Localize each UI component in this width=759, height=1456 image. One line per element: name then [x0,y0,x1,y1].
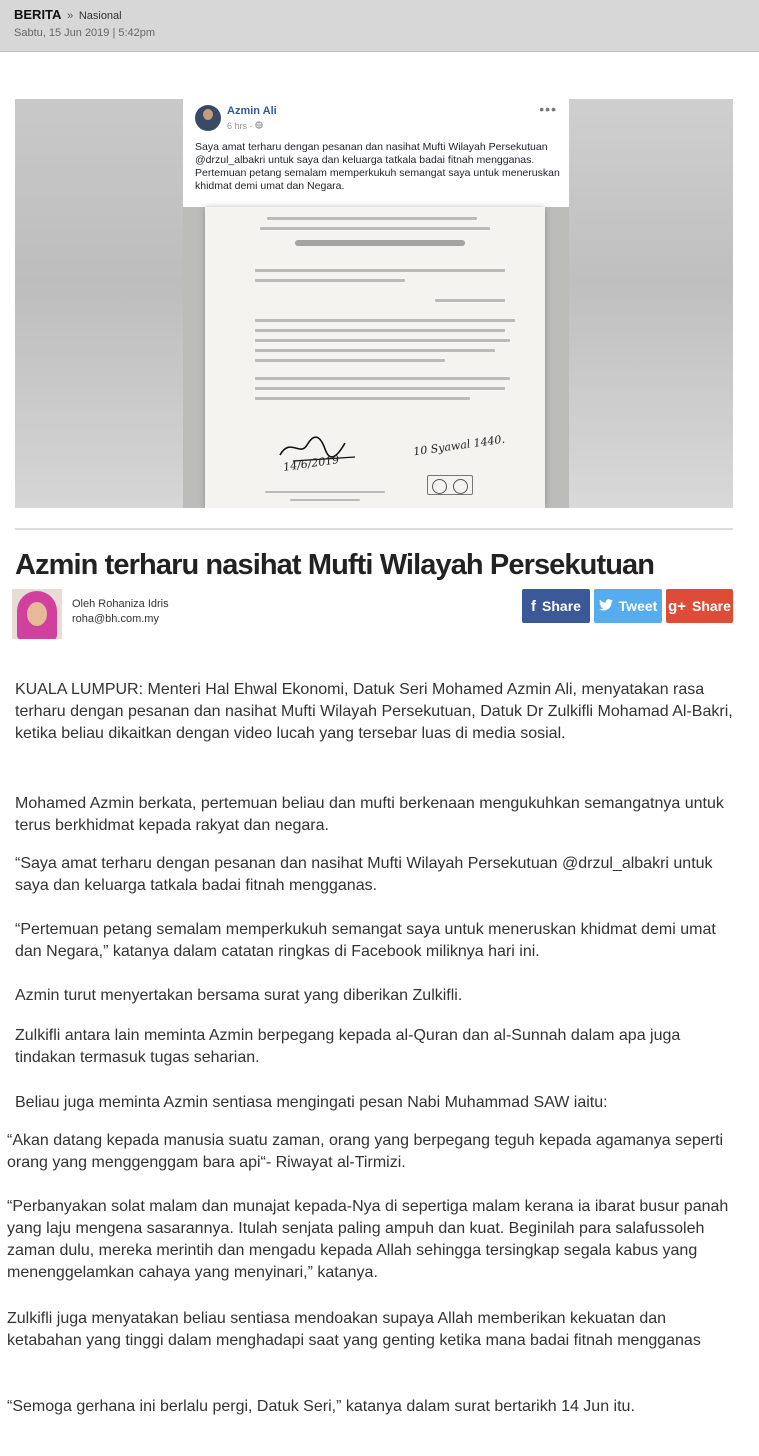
arabic-script [295,240,465,246]
fb-post-time-text: 6 hrs · [227,121,256,131]
image-blur-left [15,99,183,508]
facebook-share-button[interactable] [522,589,590,623]
author-email[interactable]: roha@bh.com.my [72,613,159,625]
more-options-icon: ••• [539,101,557,117]
publish-date: Sabtu, 15 Jun 2019 | 5:42pm [14,27,156,39]
author-avatar [12,589,62,639]
author-name: Oleh Rohaniza Idris [72,598,169,610]
googleplus-share-label: Share [692,598,731,614]
article-paragraph: “Semoga gerhana ini berlalu pergi, Datuk Seri,” katanya dalam surat bertarikh 14 Jun itu. [7,1398,635,1415]
article-paragraph: Azmin turut menyertakan bersama surat yang diberikan Zulkifli. [15,987,463,1004]
article-paragraph: Beliau juga meminta Azmin sentiasa mengingati pesan Nabi Muhammad SAW iaitu: [15,1094,608,1111]
handwritten-note: 10 Syawal 1440. [412,432,506,459]
fb-avatar [195,105,221,131]
facebook-post [183,99,569,508]
article-paragraph: Zulkifli antara lain meminta Azmin berpegang kepada al-Quran dan al-Sunnah dalam apa juga tindakan termasuk tugas seharian. [15,1027,681,1066]
twitter-icon [599,598,613,615]
official-seal [427,475,473,495]
facebook-share-label: Share [542,598,581,614]
article-paragraph: Zulkifli juga menyatakan beliau sentiasa mendoakan supaya Allah memberikan kekuatan dan ketabahan yang tinggi dalam menghadapi saat yang genting ketika mana badai fitnah mengganas [7,1310,701,1349]
twitter-share-button[interactable] [594,589,662,623]
breadcrumb-section[interactable]: BERITA [14,7,62,22]
googleplus-icon: g+ [668,597,686,615]
globe-icon [255,121,263,131]
divider [15,528,733,530]
article-headline: Azmin terharu nasihat Mufti Wilayah Persekutuan [15,549,655,581]
article-paragraph: Mohamed Azmin berkata, pertemuan beliau dan mufti berkenaan mengukuhkan semangatnya untuk terus berkhidmat kepada rakyat dan negara. [15,795,724,834]
letter-paper [205,207,545,508]
article-image [15,99,733,508]
article-paragraph: “Akan datang kepada manusia suatu zaman, orang yang berpegang teguh kepada agamanya seperti orang yang menggenggam bara api“- Riwayat al-Tirmizi. [7,1132,724,1171]
signature-date: 14/6/2019 [282,453,341,474]
article-paragraph: “Saya amat terharu dengan pesanan dan nasihat Mufti Wilayah Persekutuan @drzul_albakri untuk saya dan keluarga tatkala badai fitnah mengganas. [15,855,713,894]
fb-author-name: Azmin Ali [227,105,277,117]
googleplus-share-button[interactable] [666,589,733,623]
top-bar [0,0,759,52]
fb-post-text: Saya amat terharu dengan pesanan dan nasihat Mufti Wilayah Persekutuan @drzul_albakri untuk saya dan keluarga tatkala badai fitnah mengganas. Pertemuan petang semalam memperkukuh semangat saya untuk meneruskan khidmat demi umat dan Negara. [195,141,560,192]
letter-photo [183,207,569,508]
article-paragraph: KUALA LUMPUR: Menteri Hal Ehwal Ekonomi, Datuk Seri Mohamed Azmin Ali, menyatakan rasa terharu dengan pesanan dan nasihat Mufti Wilayah Persekutuan, Datuk Dr Zulkifli Mohamad Al-Bakri, ketika beliau dikaitkan dengan video lucah yang tersebar luas di media sosial. [15,681,733,742]
breadcrumb-separator: » [67,10,74,22]
facebook-icon: f [531,597,537,615]
breadcrumb-subsection[interactable]: Nasional [78,10,122,22]
breadcrumb [14,7,122,22]
article-paragraph: “Pertemuan petang semalam memperkukuh semangat saya untuk meneruskan khidmat demi umat dan Negara,” katanya dalam catatan ringkas di Facebook miliknya hari ini. [15,921,716,960]
article-paragraph: “Perbanyakan solat malam dan munajat kepada-Nya di sepertiga malam kerana ia ibarat busur panah yang laju mengena sasarannya. Itulah senjata paling ampuh dan kuat. Beginilah para salafussoleh zaman dulu, mereka merintih dan mengadu kepada Allah sehingga tersingkap segala kabus yang menenggelamkan cahaya yang menyinari,” katanya. [7,1198,729,1281]
twitter-share-label: Tweet [618,598,658,614]
image-blur-right [569,99,733,508]
fb-post-time [227,121,263,131]
